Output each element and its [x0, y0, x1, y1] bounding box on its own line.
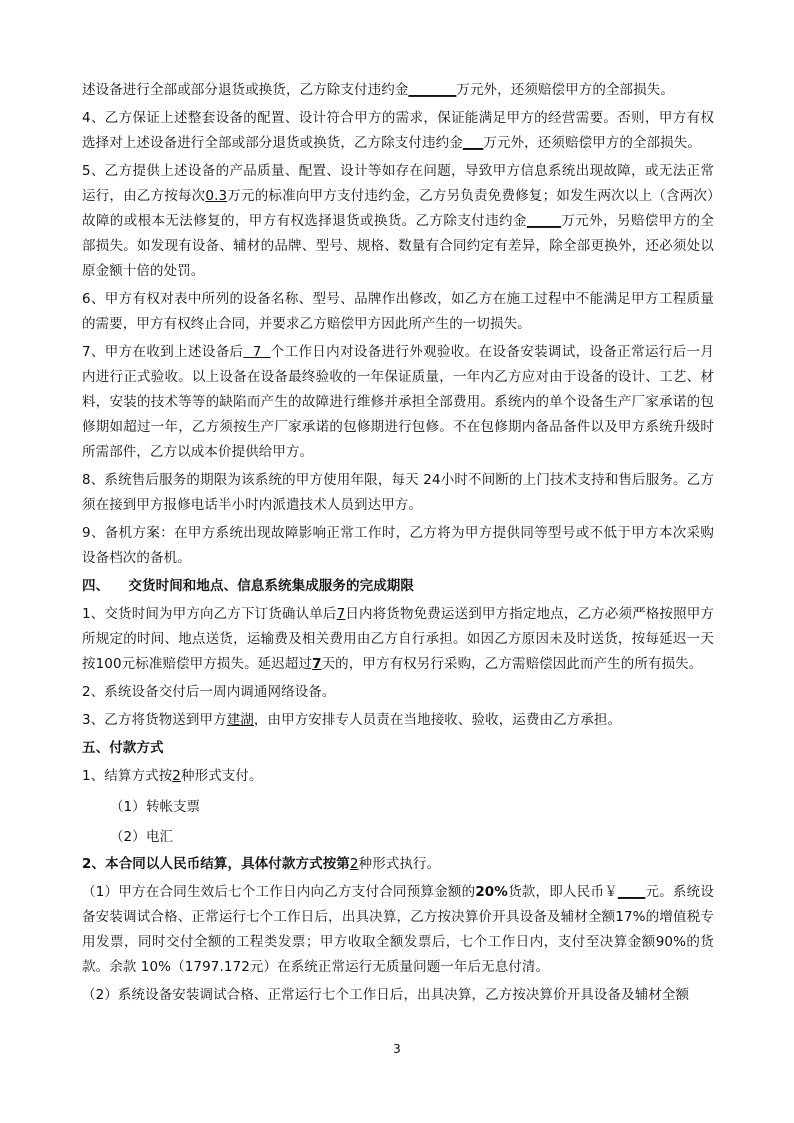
- paragraph-item-6: 6、甲方有权对表中所列的设备名称、型号、品牌作出修改，如乙方在施工过程中不能满足甲方工程质量的需要，甲方有权终止合同，并要求乙方赔偿甲方因此所产生的一切损失。: [82, 291, 714, 332]
- text-run: 元。系统设备安装调试合格、正常运行七个工作日后，出具决算，乙方按决算价开具设备及辅材全额17%的增值税专用发票，同时交付全额的工程类发票；甲方收取全额发票后，七个工作日内，支付至决算金额90%的货款。余款 10%（1797.172元）在系统正常运行无质量问题一年后无息付清。: [82, 884, 714, 975]
- text-run: （1）甲方在合同生效后七个工作日内向乙方支付合同预算金额的: [82, 884, 476, 900]
- text-run: 述设备进行全部或部分退货或换货，乙方除支付违约金: [82, 82, 409, 98]
- paragraph-payment-1: [82, 764, 714, 789]
- text-run: 3、乙方将货物送到甲方: [82, 712, 227, 728]
- penalty-amount: 0.3: [205, 188, 228, 204]
- text-run: 个工作日内对设备进行外观验收。在设备安装调试，设备正常运行后一月内进行正式验收。以上设备在设备最终验收的一年保证质量，一年内乙方应对由于设备的设计、工艺、材料，安装的技术等等的缺陷而产生的故障进行维修并承担全部费用。系统内的单个设备生产厂家承诺的包修期如超过一年，乙方须按生产厂家承诺的包修期进行包修。不在包修期内备品备件以及甲方系统升级时所需部件，乙方以成本价提供给甲方。: [82, 344, 714, 460]
- blank-field: ___: [462, 135, 484, 151]
- text-run: 种形式支付。: [181, 768, 263, 784]
- paragraph-item-4: [82, 106, 714, 156]
- section-heading-4: 四、 交货时间和地点、信息系统集成服务的完成期限: [82, 578, 414, 594]
- option-number: （2）: [110, 829, 146, 845]
- paragraph-delivery-1: [82, 602, 714, 677]
- text-run: 5、乙方提供上述设备的产品质量、配置、设计等如存在问题，导致甲方信息系统出现故障，或无法正常运行，由乙方按每次: [82, 163, 714, 204]
- blank-field: ____: [617, 884, 646, 900]
- paragraph-payment-terms-2: （2）系统设备安装调试合格、正常运行七个工作日后，出具决算，乙方按决算价开具设备及辅材全额: [82, 987, 690, 1003]
- option-number: （1）: [110, 799, 146, 815]
- text-run: ，由甲方安排专人员责在当地接收、验收，运费由乙方承担。: [253, 712, 622, 728]
- text-run: 万元的标准向甲方支付违约金，乙方另负责免费修复；如发生两次以上（含两次）故障的或根本无法修复的，甲方有权选择退货或换货。乙方除支付违约金: [82, 188, 714, 229]
- text-run: 万元外，还须赔偿甲方的全部损失。: [456, 82, 674, 98]
- paragraph-delivery-3: [82, 708, 714, 733]
- down-payment-percent: 20%: [475, 884, 508, 900]
- text-run: 4、乙方保证上述整套设备的配置、设计符合甲方的需求，保证能满足甲方的经营需要。否则，甲方有权选择对上述设备进行全部或部分退货或换货，乙方除支付违约金: [82, 110, 714, 151]
- text-run: 万元外，还须赔偿甲方的全部损失。: [483, 135, 701, 151]
- settlement-form: 2: [172, 768, 181, 784]
- paragraph-payment-terms-1: [82, 880, 714, 980]
- delivery-days: 7: [336, 606, 346, 622]
- option-label: 转帐支票: [146, 799, 200, 815]
- blank-field: _____: [526, 213, 562, 229]
- option-label: 电汇: [146, 829, 173, 845]
- text-run: 2、本合同以人民币结算，具体付款方式按第: [82, 856, 350, 872]
- document-body: [82, 78, 714, 1011]
- text-run: 1、交货时间为甲方向乙方下订货确认单后: [82, 606, 337, 622]
- section-heading-5: 五、付款方式: [82, 740, 164, 756]
- page-number: 3: [393, 1042, 401, 1056]
- delivery-location: 建湖: [226, 712, 254, 728]
- paragraph-item-8: 8、系统售后服务的期限为该系统的甲方使用年限，每天 24小时不间断的上门技术支持和售后服务。乙方须在接到甲方报修电话半小时内派遣技术人员到达甲方。: [82, 472, 714, 513]
- text-run: 日内将货物免费运送到甲方指定地点，乙方必须严格按照甲方所规定的时间、地点送货，运输费及相关费用由乙方自行承担。如因乙方原因未及时送货，按每延迟一天按100元标准赔偿甲方损失。延迟超过: [82, 606, 714, 672]
- paragraph-item-5: [82, 159, 714, 284]
- text-run: 天的，甲方有权另行采购，乙方需赔偿因此而产生的所有损失。: [321, 656, 703, 672]
- blank-field: _______: [408, 82, 457, 98]
- inspection-days: 7: [243, 344, 271, 360]
- text-run: 货款，即人民币￥: [507, 884, 618, 900]
- payment-option-2: [82, 822, 714, 852]
- paragraph-payment-2: [82, 852, 714, 877]
- text-run: 万元外，另赔偿甲方的全部损失。如发现有设备、辅材的品牌、型号、规格、数量有合同约定有差异，除全部更换外，还必须处以原金额十倍的处罚。: [82, 213, 714, 279]
- paragraph-item-9: 9、备机方案：在甲方系统出现故障影响正常工作时，乙方将为甲方提供同等型号或不低于甲方本次采购设备档次的备机。: [82, 525, 714, 566]
- paragraph-delivery-2: 2、系统设备交付后一周内调通网络设备。: [82, 684, 336, 700]
- payment-form: 2: [349, 856, 359, 872]
- delay-days: 7: [312, 656, 322, 672]
- paragraph-item-7: [82, 340, 714, 465]
- payment-option-1: [82, 792, 714, 822]
- text-run: 7、甲方在收到上述设备后: [82, 344, 244, 360]
- text-run: 种形式执行。: [358, 856, 441, 872]
- paragraph-refund-clause: [82, 78, 714, 103]
- text-run: 1、结算方式按: [82, 768, 173, 784]
